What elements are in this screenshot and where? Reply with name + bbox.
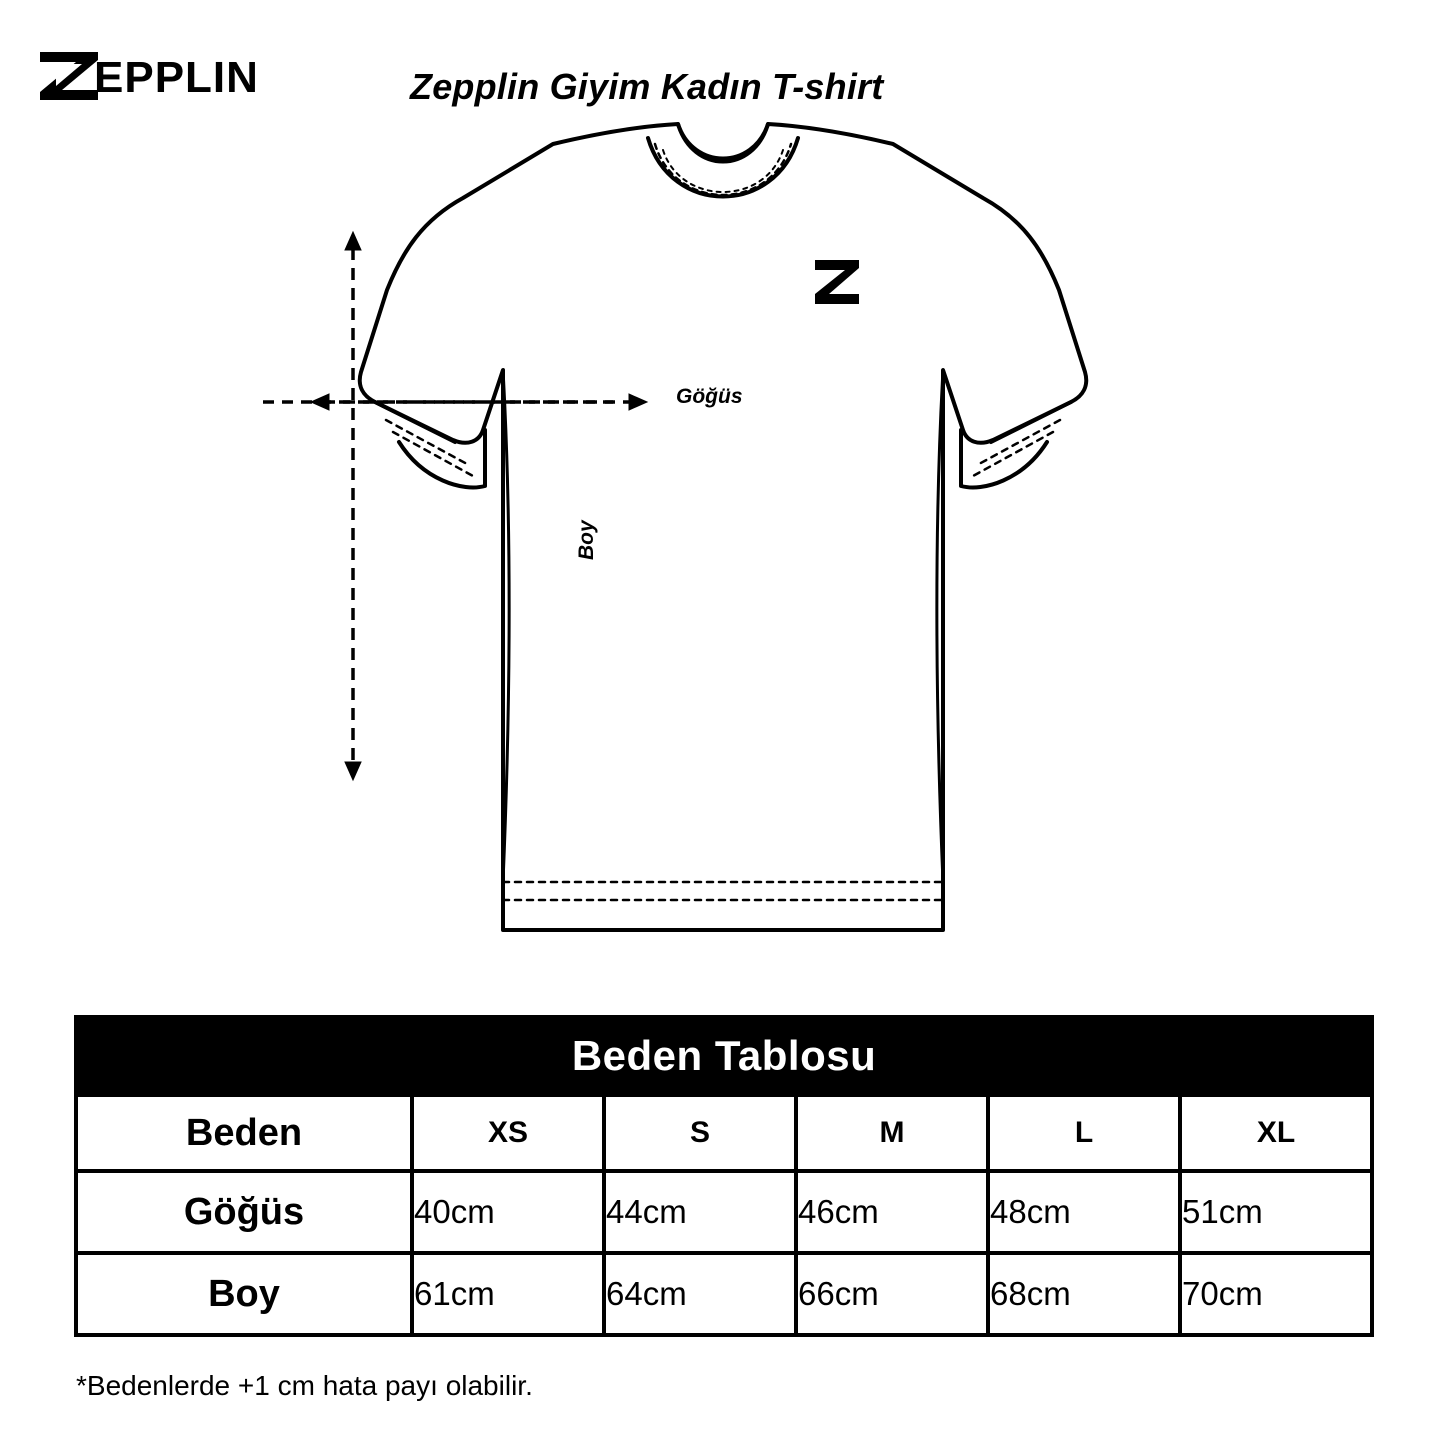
table-row bbox=[76, 1253, 1372, 1335]
gogus-m: 46cm bbox=[796, 1171, 988, 1253]
z-mark-icon bbox=[40, 52, 98, 100]
gogus-xl: 51cm bbox=[1180, 1171, 1372, 1253]
gogus-s: 44cm bbox=[604, 1171, 796, 1253]
page-title-bold: Kadın T-shirt bbox=[660, 66, 884, 107]
brand-logo bbox=[36, 48, 276, 104]
header-cell-xl: XL bbox=[1180, 1095, 1372, 1171]
table-row bbox=[76, 1171, 1372, 1253]
boy-l: 68cm bbox=[988, 1253, 1180, 1335]
table-header-row bbox=[76, 1095, 1372, 1171]
gogus-l: 48cm bbox=[988, 1171, 1180, 1253]
boy-m: 66cm bbox=[796, 1253, 988, 1335]
boy-s: 64cm bbox=[604, 1253, 796, 1335]
tshirt-diagram bbox=[0, 120, 1445, 1000]
tshirt-outline-icon bbox=[223, 120, 1223, 1000]
page-title-light: Zepplin Giyim bbox=[410, 66, 661, 107]
header-cell-s: S bbox=[604, 1095, 796, 1171]
row-label-gogus: Göğüs bbox=[76, 1171, 412, 1253]
table-footnote: *Bedenlerde +1 cm hata payı olabilir. bbox=[76, 1370, 533, 1401]
size-table bbox=[74, 1015, 1374, 1337]
chest-measure-label: Göğüs bbox=[676, 385, 743, 408]
header-cell-m: M bbox=[796, 1095, 988, 1171]
row-label-boy: Boy bbox=[76, 1253, 412, 1335]
size-table-wrapper bbox=[74, 1015, 1371, 1337]
gogus-xs: 40cm bbox=[412, 1171, 604, 1253]
page-header bbox=[0, 0, 1445, 130]
table-title: Beden Tablosu bbox=[76, 1017, 1372, 1095]
header-cell-l: L bbox=[988, 1095, 1180, 1171]
header-cell-beden: Beden bbox=[76, 1095, 412, 1171]
length-measure-label: Boy bbox=[575, 520, 598, 560]
brand-logo-text: EPPLIN bbox=[94, 53, 259, 102]
header-cell-xs: XS bbox=[412, 1095, 604, 1171]
table-title-row bbox=[76, 1017, 1372, 1095]
boy-xs: 61cm bbox=[412, 1253, 604, 1335]
page-title bbox=[410, 66, 883, 108]
boy-xl: 70cm bbox=[1180, 1253, 1372, 1335]
